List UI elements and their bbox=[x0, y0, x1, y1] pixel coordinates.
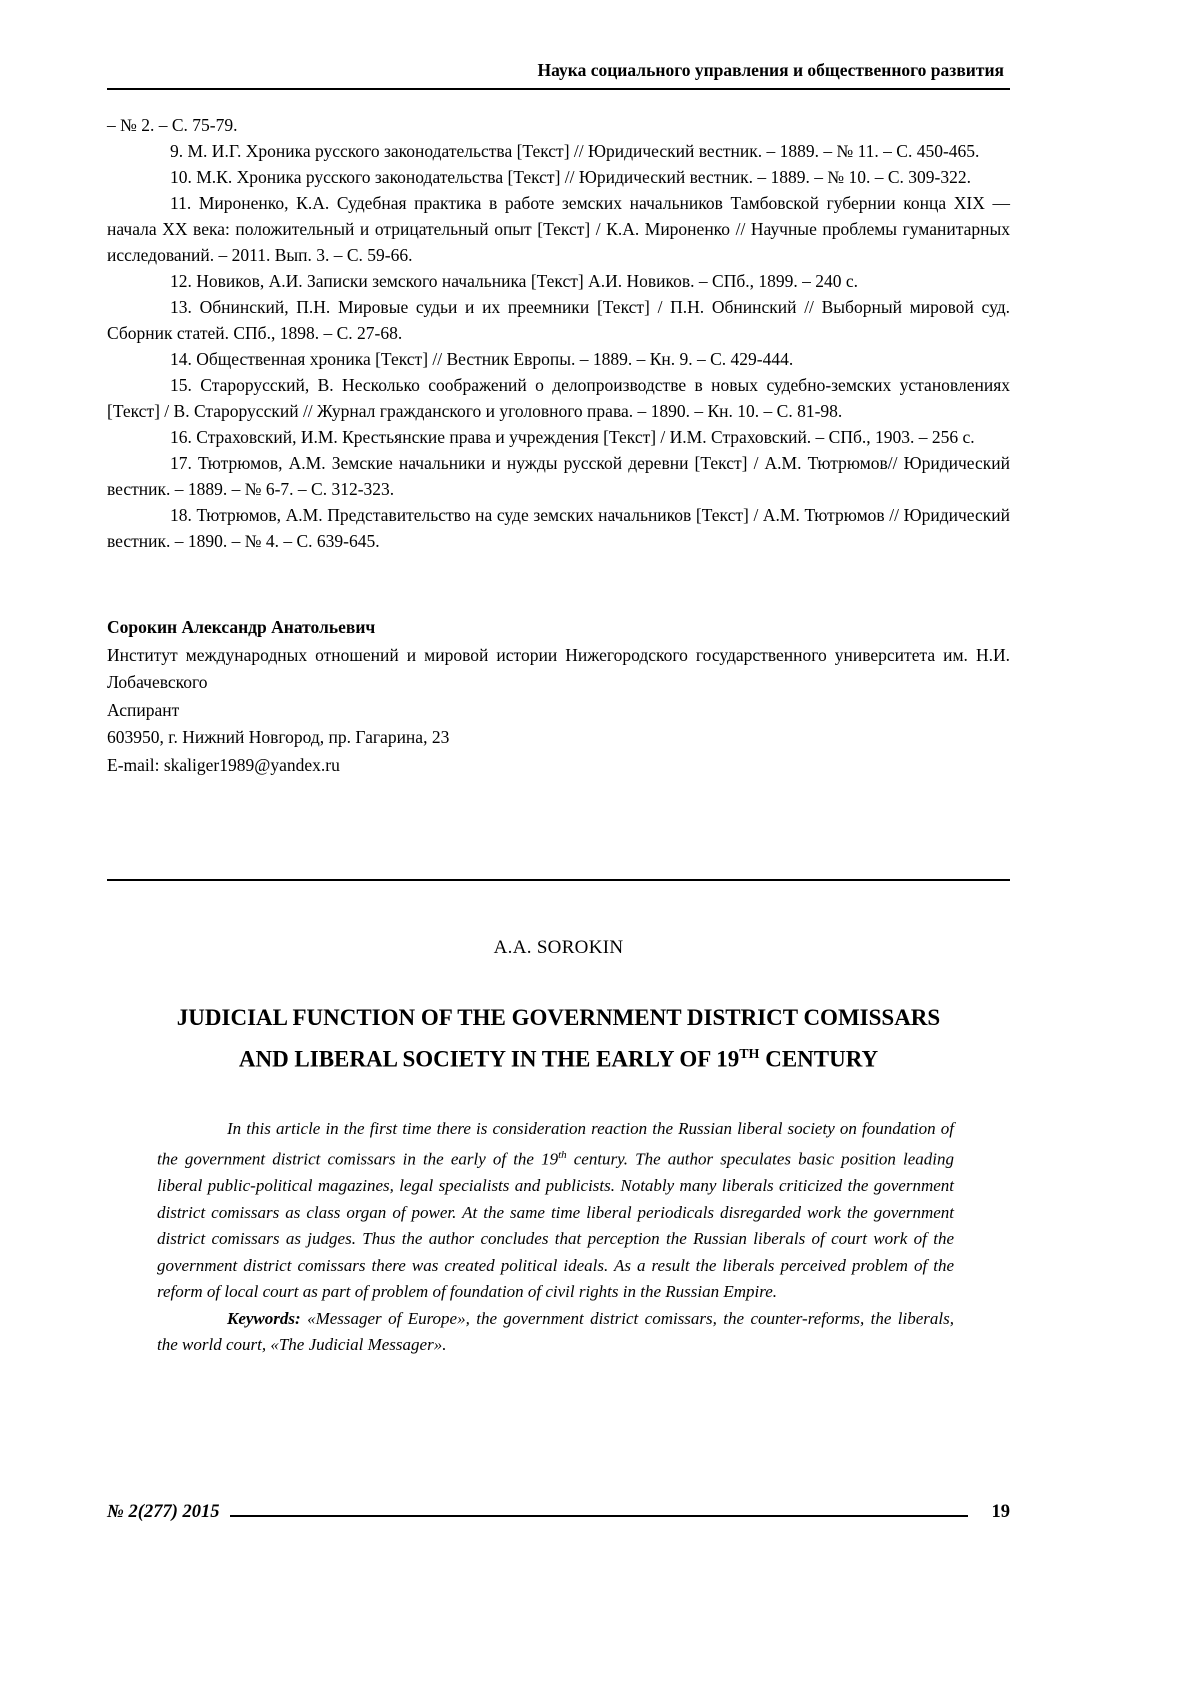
abstract-section bbox=[157, 1116, 954, 1359]
author-info-block bbox=[107, 614, 1010, 779]
keywords-text: «Messager of Europe», the government district comissars, the counter-reforms, the liberals, the world court, «The Judicial Messager». bbox=[157, 1308, 954, 1355]
reference-item: 12. Новиков, А.И. Записки земского начальника [Текст] А.И. Новиков. – СПб., 1899. – 240 с. bbox=[170, 271, 859, 291]
author-address: 603950, г. Нижний Новгород, пр. Гагарина, 23 bbox=[107, 727, 450, 747]
footer-rule bbox=[230, 1515, 968, 1517]
article-title bbox=[107, 999, 1010, 1078]
page-content bbox=[107, 60, 1010, 1359]
abstract-superscript: th bbox=[558, 1149, 567, 1162]
author-position: Аспирант bbox=[107, 699, 180, 720]
reference-item: 10. М.К. Хроника русского законодательства [Текст] // Юридический вестник. – 1889. – № 10. – С. 309-322. bbox=[170, 167, 971, 187]
keywords-label: Keywords: bbox=[227, 1308, 301, 1328]
section-divider bbox=[107, 879, 1010, 881]
article-author-en: A.A. SOROKIN bbox=[493, 937, 624, 958]
reference-item: 9. М. И.Г. Хроника русского законодательства [Текст] // Юридический вестник. – 1889. – № 11. – С. 450-465. bbox=[170, 141, 980, 161]
article-title-line2-text: AND LIBERAL SOCIETY IN THE EARLY OF 19 bbox=[238, 1046, 740, 1072]
page-footer bbox=[107, 1502, 1010, 1523]
references-list bbox=[107, 112, 1010, 554]
article-title-line2 bbox=[107, 1036, 1010, 1078]
reference-item: 16. Страховский, И.М. Крестьянские права и учреждения [Текст] / И.М. Страховский. – СПб., 1903. – 256 с. bbox=[170, 427, 975, 447]
abstract-text-pre: In this article in the first time there is consideration reaction the Russian liberal society on foundation of the government district comissars in the early of the 19 bbox=[157, 1118, 954, 1169]
reference-item: 15. Старорусский, В. Несколько соображений о делопроизводстве в новых судебно-земских установлениях [Текст] / В. Старорусский // Журнал гражданского и уголовного права. – 1890. – Кн. 10. – С. 81-98. bbox=[107, 375, 1010, 421]
footer-page-number: 19 bbox=[991, 1502, 1010, 1522]
reference-item: 14. Общественная хроника [Текст] // Вестник Европы. – 1889. – Кн. 9. – С. 429-444. bbox=[170, 349, 794, 369]
running-header-text: Наука социального управления и общественного развития bbox=[537, 60, 1004, 80]
reference-item: 17. Тютрюмов, А.М. Земские начальники и нужды русской деревни [Текст] / А.М. Тютрюмов// Юридический вестник. – 1889. – № 6-7. – С. 312-323. bbox=[107, 453, 1010, 499]
abstract-text bbox=[157, 1116, 954, 1306]
reference-item: 11. Мироненко, К.А. Судебная практика в работе земских начальников Тамбовской губернии конца XIX — начала XX века: положительный и отрицательный опыт [Текст] / К.А. Мироненко // Научные проблемы гуманитарных исследований. – 2011. Вып. 3. – С. 59-66. bbox=[107, 193, 1010, 265]
keywords-paragraph bbox=[157, 1306, 954, 1359]
article-title-line2-end: CENTURY bbox=[759, 1046, 879, 1072]
reference-item: 18. Тютрюмов, А.М. Представительство на суде земских начальников [Текст] / А.М. Тютрюмов // Юридический вестник. – 1890. – № 4. – С. 639-645. bbox=[107, 505, 1010, 551]
reference-item: – № 2. – С. 75-79. bbox=[107, 115, 238, 135]
author-name: Сорокин Александр Анатольевич bbox=[107, 617, 376, 637]
title-superscript: TH bbox=[739, 1047, 760, 1062]
article-title-line1: JUDICIAL FUNCTION OF THE GOVERNMENT DISTRICT COMISSARS bbox=[176, 1005, 941, 1030]
author-affiliation: Институт международных отношений и мировой истории Нижегородского государственного университета им. Н.И. Лобачевского bbox=[107, 644, 1010, 692]
footer-issue-label: № 2(277) 2015 bbox=[107, 1502, 220, 1522]
author-email: E-mail: skaliger1989@yandex.ru bbox=[107, 754, 340, 775]
abstract-text-post: century. The author speculates basic position leading liberal public-political magazines, legal specialists and publicists. Notably many liberals criticized the government district comissars as class organ of power. At the same time liberal periodicals disregarded work the government district comissars as judges. Thus the author concludes that perception the Russian liberals of court work of the government district comissars there was created political ideals. As a result the liberals perceived problem of the reform of local court as part of problem of foundation of civil rights in the Russian Empire. bbox=[157, 1149, 954, 1302]
running-header bbox=[107, 60, 1010, 90]
reference-item: 13. Обнинский, П.Н. Мировые судьи и их преемники [Текст] / П.Н. Обнинский // Выборный мировой суд. Сборник статей. СПб., 1898. – С. 27-68. bbox=[107, 297, 1010, 343]
